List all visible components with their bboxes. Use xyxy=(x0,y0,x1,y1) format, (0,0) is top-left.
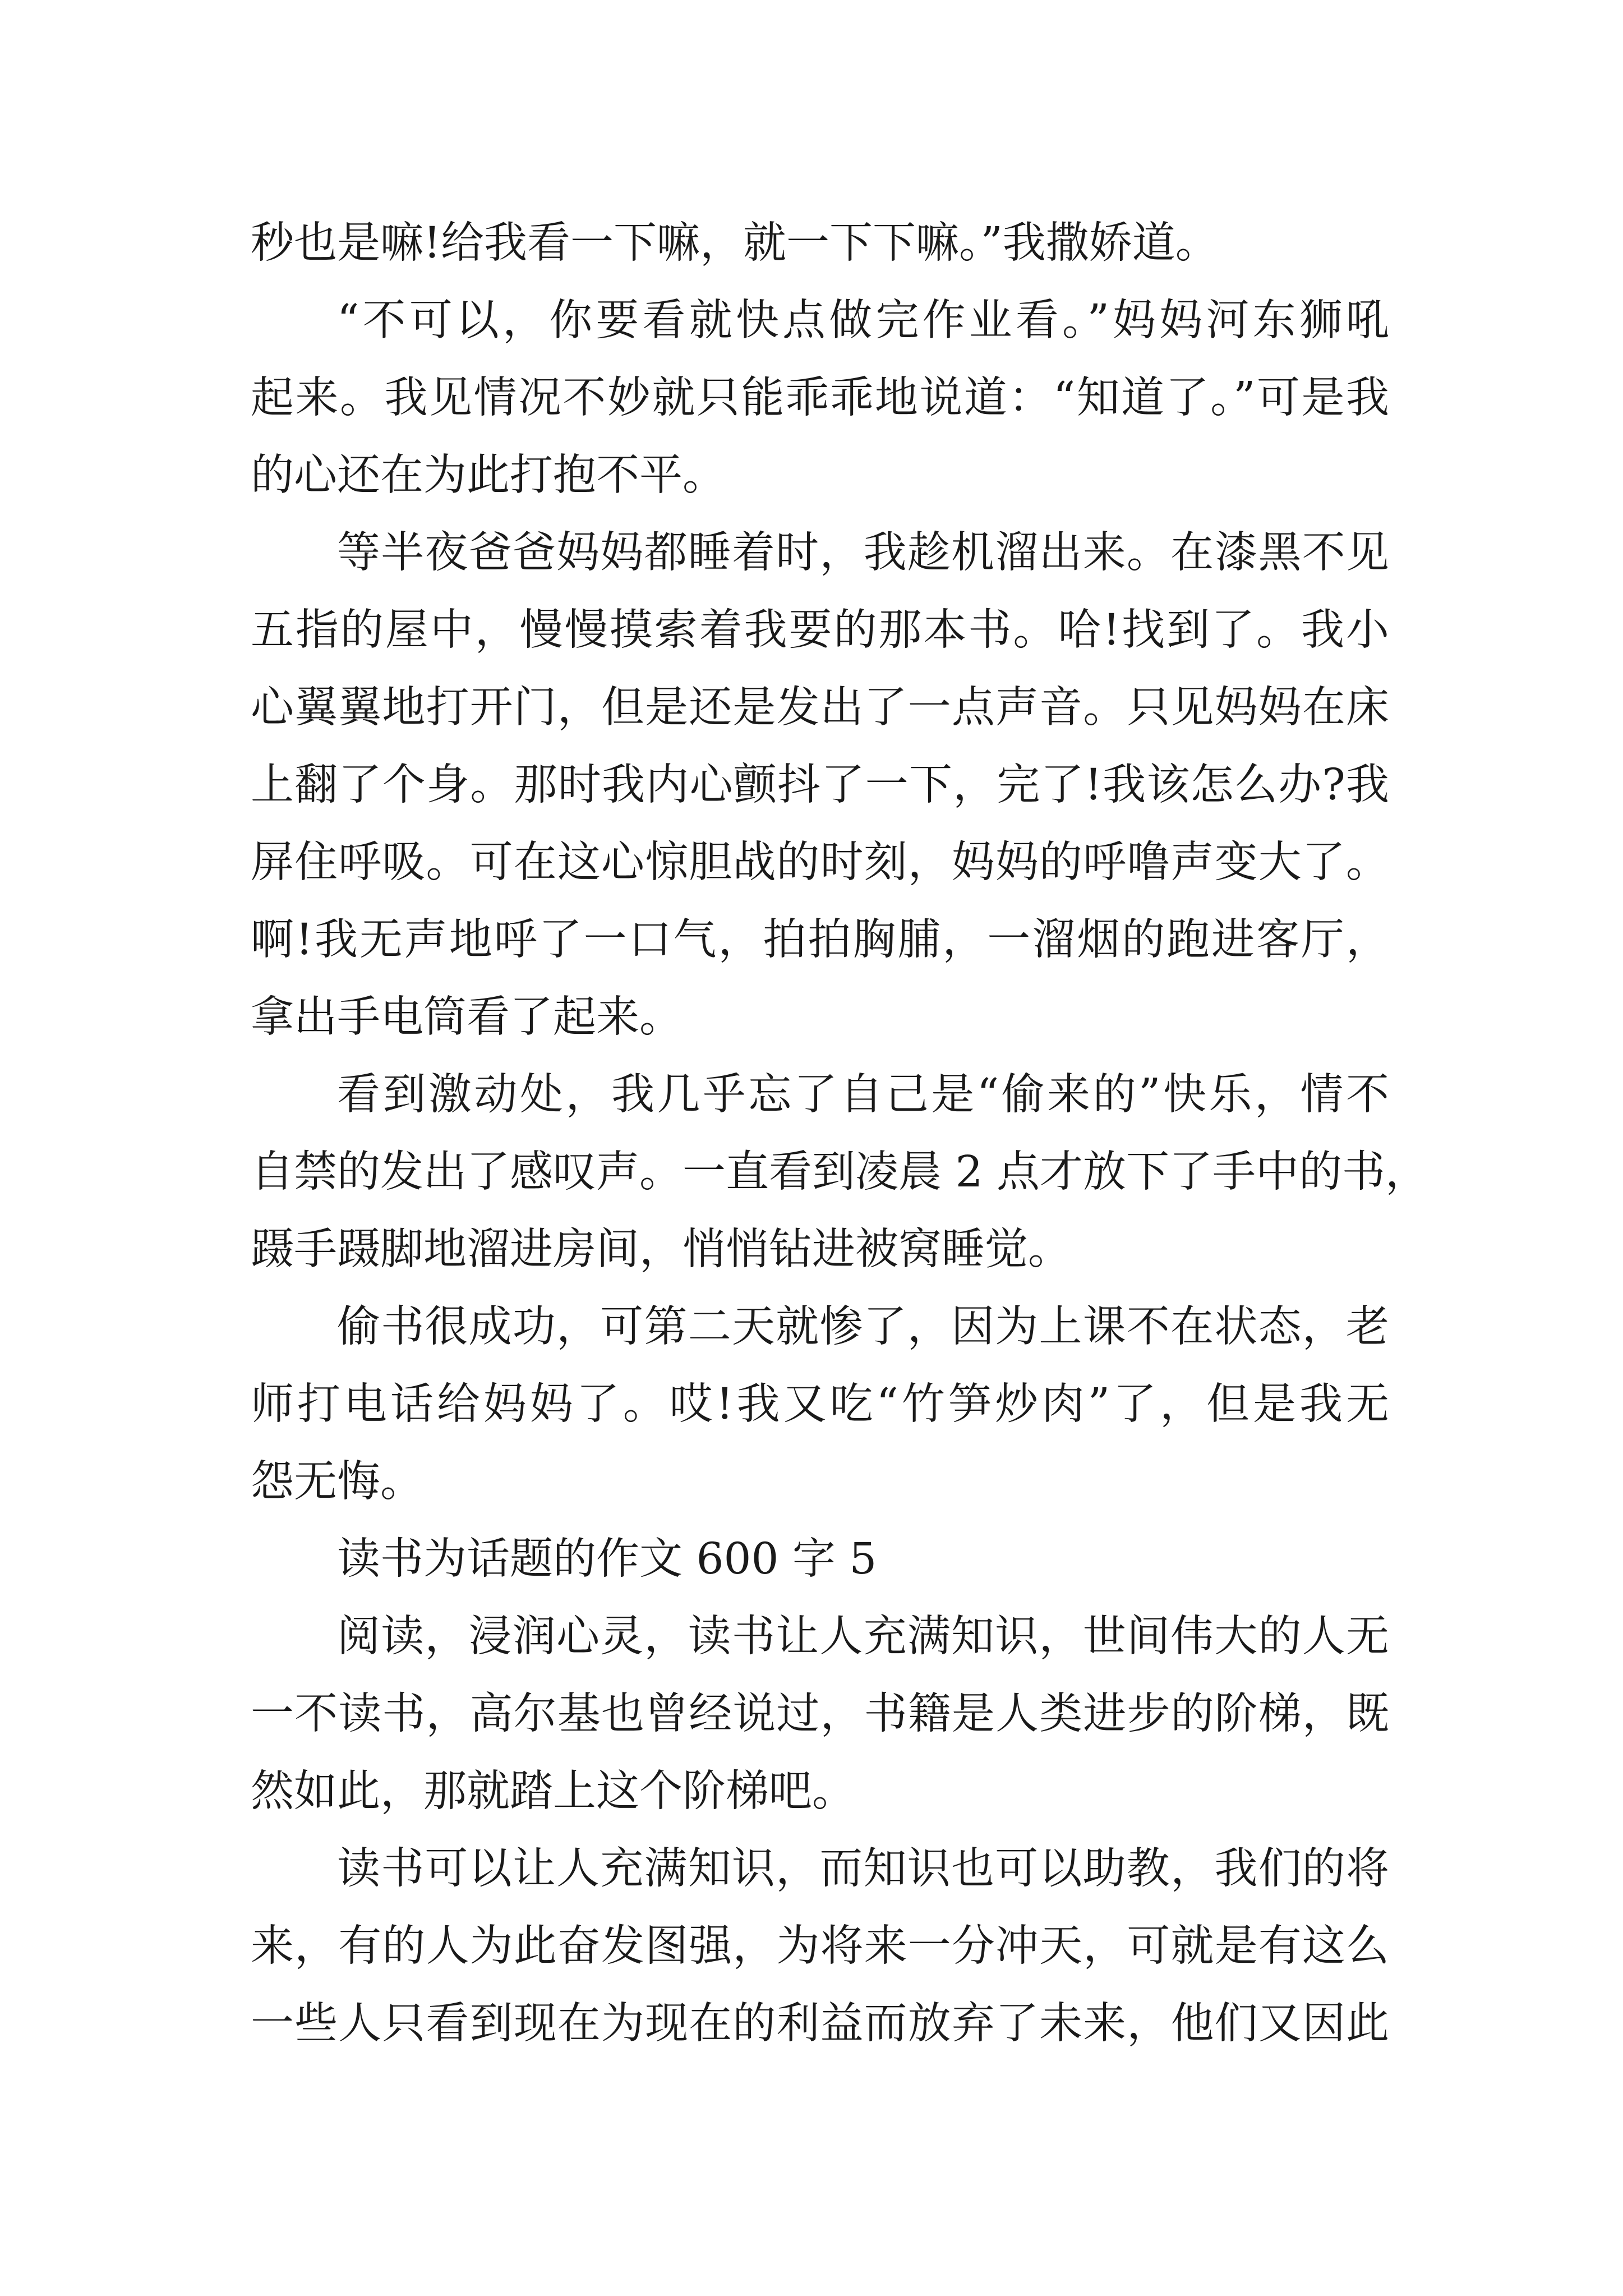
text-line: 上翻了个身。那时我内心颤抖了一下，完了!我该怎么办?我 xyxy=(251,760,1389,810)
text-line: 师打电话给妈妈了。哎!我又吃“竹笋炒肉”了，但是我无 xyxy=(251,1379,1389,1429)
text-line: 等半夜爸爸妈妈都睡着时，我趁机溜出来。在漆黑不见 xyxy=(337,528,1389,578)
text-line: 秒也是嘛!给我看一下嘛，就一下下嘛。”我撒娇道。 xyxy=(251,218,1219,268)
text-line: 一些人只看到现在为现在的利益而放弃了未来，他们又因此 xyxy=(251,1999,1389,2049)
paragraph xyxy=(251,514,1428,1056)
text-line: 读书可以让人充满知识，而知识也可以助教，我们的将 xyxy=(337,1844,1389,1894)
text-line: 屏住呼吸。可在这心惊胆战的时刻，妈妈的呼噜声变大了。 xyxy=(251,838,1389,887)
text-line: 然如此，那就踏上这个阶梯吧。 xyxy=(251,1766,855,1816)
text-line: 的心还在为此打抱不平。 xyxy=(251,450,726,500)
text-line: 偷书很成功，可第二天就惨了，因为上课不在状态，老 xyxy=(337,1302,1389,1352)
paragraph xyxy=(251,1289,1428,1521)
text-line: 拿出手电筒看了起来。 xyxy=(251,992,683,1042)
text-line: 五指的屋中，慢慢摸索着我要的那本书。哈!找到了。我小 xyxy=(251,605,1389,655)
text-line: 啊!我无声地呼了一口气，拍拍胸脯，一溜烟的跑进客厅， xyxy=(251,915,1389,965)
paragraph xyxy=(251,1830,1428,2063)
text-body xyxy=(251,205,1428,2063)
text-line: “不可以，你要看就快点做完作业看。”妈妈河东狮吼 xyxy=(337,296,1389,346)
essay-title: 读书为话题的作文 600 字 5 xyxy=(337,1534,877,1584)
text-line: 看到激动处，我几乎忘了自己是“偷来的”快乐，情不 xyxy=(337,1070,1389,1120)
text-line: 自禁的发出了感叹声。一直看到凌晨 2 点才放下了手中的书， xyxy=(251,1147,1428,1197)
text-line: 怨无悔。 xyxy=(251,1457,423,1507)
paragraph xyxy=(251,205,1428,282)
paragraph xyxy=(251,1056,1428,1289)
text-line: 蹑手蹑脚地溜进房间，悄悄钻进被窝睡觉。 xyxy=(251,1225,1071,1274)
text-line: 心翼翼地打开门，但是还是发出了一点声音。只见妈妈在床 xyxy=(251,683,1389,733)
text-line: 一不读书，高尔基也曾经说过，书籍是人类进步的阶梯，既 xyxy=(251,1689,1389,1739)
text-line: 来，有的人为此奋发图强，为将来一分冲天，可就是有这么 xyxy=(251,1921,1389,1971)
text-line: 起来。我见情况不妙就只能乖乖地说道：“知道了。”可是我 xyxy=(251,373,1389,423)
paragraph xyxy=(251,1598,1428,1830)
paragraph xyxy=(251,282,1428,514)
text-line: 阅读，浸润心灵，读书让人充满知识，世间伟大的人无 xyxy=(337,1612,1389,1662)
